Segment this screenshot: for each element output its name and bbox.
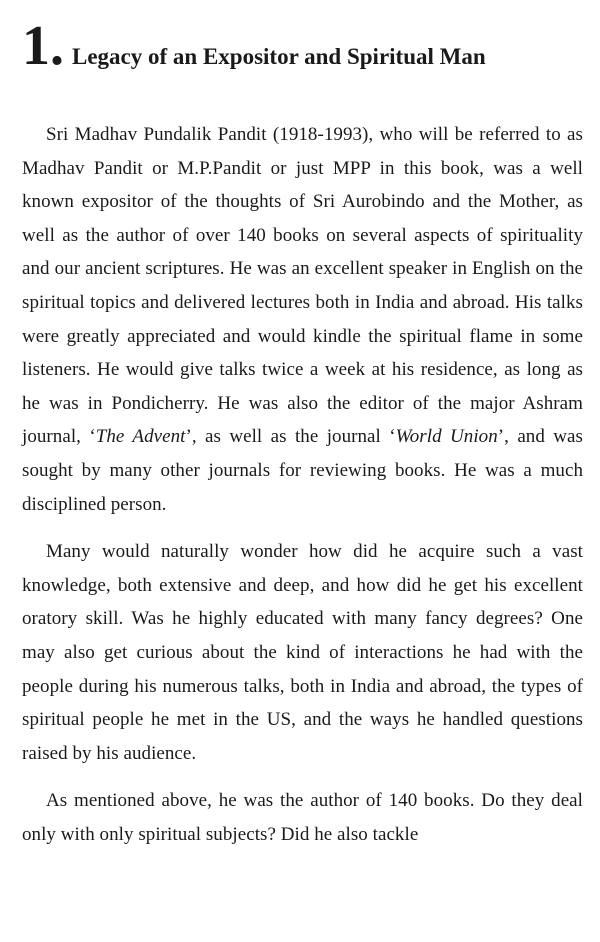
journal-title-world-union: World Union — [395, 426, 498, 448]
paragraph-2 — [22, 535, 583, 770]
chapter-title: Legacy of an Expositor and Spiritual Man — [72, 44, 486, 69]
text-segment: ’, as well as the journal ‘ — [185, 426, 396, 448]
journal-title-the-advent: The Advent — [95, 426, 186, 448]
text-segment: As mentioned above, he was the author of 140 books. Do they deal only with only spiritual subjects? Did he also tackle — [22, 790, 583, 845]
paragraph-3 — [22, 784, 583, 851]
chapter-number: 1. — [22, 15, 64, 77]
paragraph-1 — [22, 118, 583, 521]
text-segment: Sri Madhav Pundalik Pandit (1918-1993), who will be referred to as Madhav Pandit or M.P.Pandit or just MPP in this book, was a well known expositor of the thoughts of Sri Aurobindo and the Mother, as well as the author of over 140 books on several aspects of spirituality and our ancient scriptures. He was an excellent speaker in English on the spiritual topics and delivered lectures both in India and abroad. His talks were greatly appreciated and would kindle the spiritual flame in some listeners. He would give talks twice a week at his residence, as long as he was in Pondicherry. He was also the editor of the major Ashram journal, ‘ — [22, 124, 583, 448]
chapter-body — [22, 118, 583, 865]
text-segment: ’, and was sought by many other journals for reviewing books. He was a much disciplined person. — [22, 426, 583, 515]
chapter-heading — [22, 15, 486, 77]
text-segment: Many would naturally wonder how did he acquire such a vast knowledge, both extensive and deep, and how did he get his excellent oratory skill. Was he highly educated with many fancy degrees? One may also get curious about the kind of interactions he had with the people during his numerous talks, both in India and abroad, the types of spiritual people he met in the US, and the ways he handled questions raised by his audience. — [22, 541, 583, 764]
